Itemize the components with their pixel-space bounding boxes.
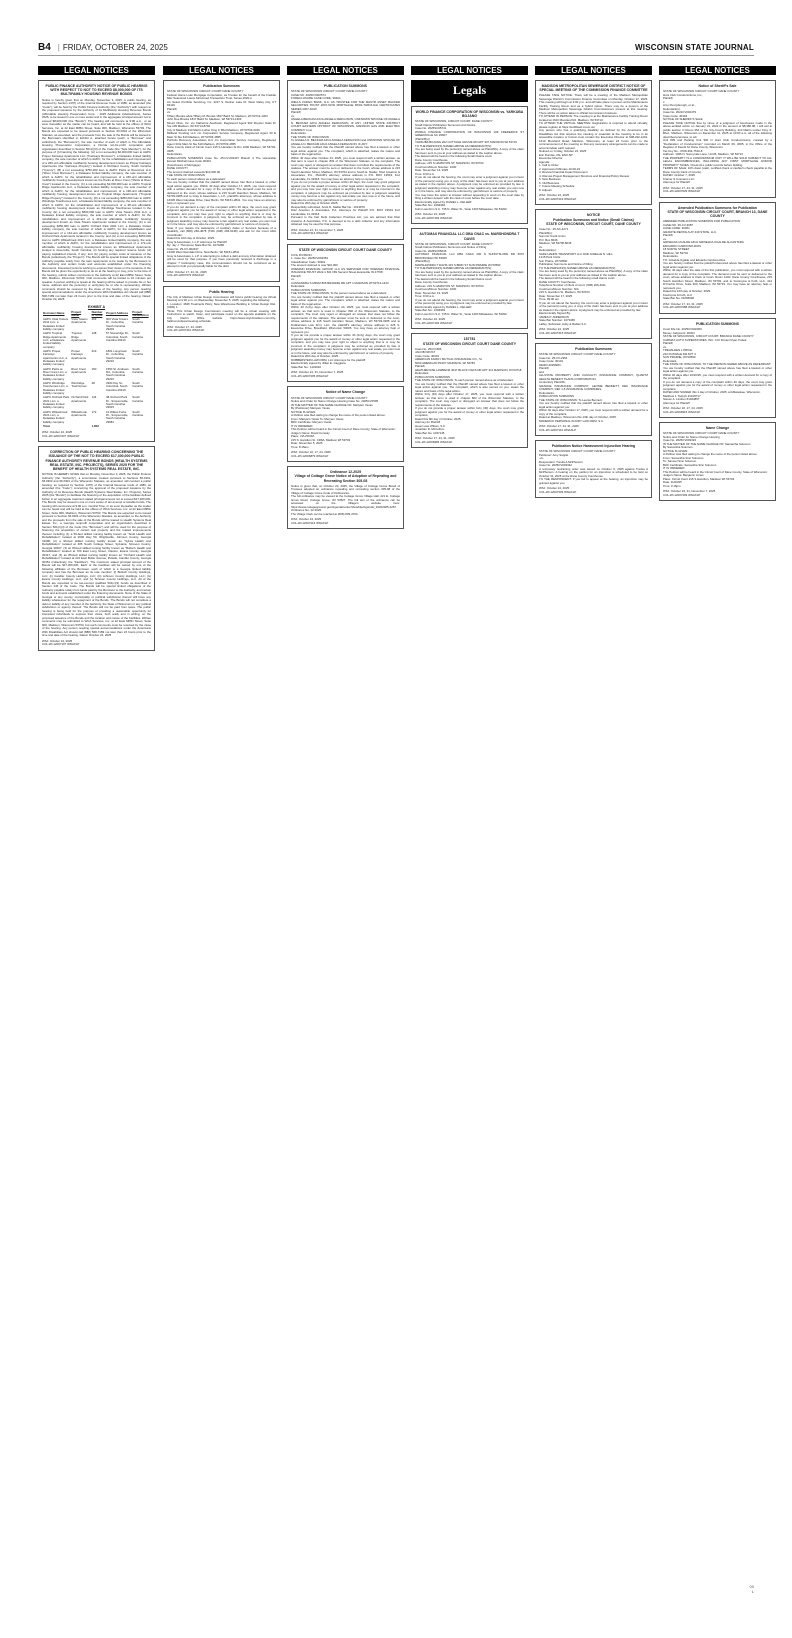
table-row [42, 332, 151, 350]
notice-column [287, 80, 404, 1578]
table-cell: South Carolina [132, 409, 143, 418]
notice-heading: Publication Notice Harassment Injunction Hearing [551, 444, 636, 449]
notice-heading: PUBLICATION SUMMONS [324, 84, 367, 88]
notice-column [411, 80, 528, 1578]
table-cell: 900 Vista Towers Dr., Columbia, South Carolina 29203 [105, 317, 128, 331]
table-row [42, 396, 151, 410]
table-cell: AHPC Orchard Park 2021 LLC, a Delaware limited liability company [43, 395, 70, 410]
page-code: 00 L [749, 1584, 754, 1594]
table-cell: Proper Fairways Apartments [71, 349, 87, 360]
table-cell: AHPC Proper Fairways Apartments LLC, a Delaware limited liability company [43, 349, 68, 367]
notice-column [659, 80, 776, 1578]
notice-column [535, 80, 652, 1578]
table-cell: Willowbrook Apartments [71, 409, 87, 418]
legal-notices-bar: LEGAL NOTICES [163, 66, 280, 75]
legal-notice [659, 318, 776, 418]
notice-body: Case No. 25CV1666 JACOB FROST Case Code: 30301 AMERICAN FAMILY MUTUAL INSURANCE CO., SI 6000 AMERICAN PKWY MADISON, WI 53783 Plaintiff, HEATHER RAE LAWRENZ 4047 BLACK OAKS DR APT 311 MADISON, WI 53718 Defendant. PUBLICATION SUMMONS THE STATE OF WISCONSIN, To each person named above as a Defendant: You are hereby notified that the Plaintiff named above has filed a lawsuit or other legal action against you. The complaint, which is also served on you, states the nature and basis of the legal action. Within forty (40) days after October 17, 2025, you must respond with a written answer, as that term is used in chapter 802 of the Wisconsin Statutes, to the complaint. The court may reject or disregard an Answer that does not follow the requirements of the statutes. If you do not provide a proper answer within forty (40) days, the court may grant judgment against you for the award of money or other legal action requested in the complaint. Dated this 9th day of October, 2025. Attorney for Plaintiff Heuer Law Offices, S.C. Jonathan D. McCollum State Bar No. 1037145 [415, 346, 524, 435]
notice-footer: WSJ: October 17, 24, 31, 2025 COL-WI-12007079 WNAXLP [167, 269, 207, 278]
legal-notice [163, 286, 280, 337]
notice-body: AMENDED PUBLICATION SUMMONS FOR PUBLICATION CASE NO. 25-CV-3087 CASE CODE: 30301 GRANITE RENTALS AT 449 STATE, LLC, Plaintiff, vs. GRISELDA UGALDE A/K/A GRISELDA UGALDE ALCANTARA EDUARDO CARDONO-RIOS 18 NORTH STREET Madison, WI 53704 Defendants. TO: Griselda Ugalde and Eduardo Cardono-Rios You are hereby notified that the plaintiff referenced above has filed a lawsuit or other legal action against you. Within 40 days after the date of the first publication, you must respond with a written demand for a copy of the complaint. The demand must be sent or delivered to the court, whose address is Clerk of Court, Room 1000, Dane County Courthouse, 215 South Hamilton Street, Madison, WI 53703, and to Kostroyna & Kolb, LLC, 414 D'Onofrio Drive, Suite 300, Madison, WI 53719. You may have an attorney help or represent you. Dated this 13th day of October, 2025. Kostroyna & Kolb, LLC State Bar No. 01065028 [663, 219, 772, 301]
legal-notice [287, 244, 404, 383]
notice-heading: Public Hearing [209, 289, 234, 294]
table-total-row [42, 425, 151, 429]
notice-footer: WSJ: October 24, 2025 COL-WI-12007193 WNAXLP [415, 212, 453, 220]
table-cell: South Carolina [132, 381, 143, 389]
table-header-cell: Number of Units [91, 309, 103, 318]
legal-notice [535, 440, 652, 498]
notice-heading: PUBLICATION SUMMONS [696, 321, 739, 326]
notice-footer: WSJ: October 17, 24, 31, 2025 COL-WI-12007029 WNAXLP [663, 185, 703, 194]
issue-date: FRIDAY, OCTOBER 24, 2025 [62, 43, 168, 52]
table-header-cell: Project Name [71, 309, 82, 318]
table-cell: 419 [91, 349, 97, 354]
notice-footer: WSJ: October 24, 2025 COL-WI-12007216 WNAXLP [291, 517, 329, 525]
masthead [38, 40, 754, 56]
notice-footer: WSJ: October 24, 31, November 7, 2025 COL-WI-12007209 WNAXLP [663, 489, 716, 497]
notice-body: STATE OF WISCONSIN CIRCUIT COURT DANE COUNTY Notice and Order for Name Change Hearing Case No. 2025CV2595 IN THE MATTER OF THE NAME CHANGE OF: Mariyam Yavas By (Petitioner) Mariyam Yavas NOTICE IS GIVEN: A Petition was filed asking to change the name of the person listed above: From: Mariyam Yavas To: Meryem Yavas Birth Certificate: Meryem Yavas IT IS ORDERED: This Petition will be heard in the Circuit Court of Dane County, State of Wisconsin: Judge's Name: David Conway Place: VIA ZOOM 215 S. Hamilton St. CR6A, Madison WI 53703 Date: November 5, 2025 Time: 8:15am [291, 395, 396, 449]
newspaper-name: WISCONSIN STATE JOURNAL [635, 43, 754, 52]
legal-notices-bar: LEGAL NOTICES [411, 66, 528, 75]
table-header-cell: Borrower Name [43, 311, 65, 316]
table-cell: 10 Willow Forks Dr., Simpsonville, South Carolina 29681 [105, 409, 129, 424]
table-cell: Windridge Townhomes [71, 381, 87, 389]
notice-footer: WSJ: October 24, 2025 COL-WI-12007197 WNAXLP [42, 638, 80, 647]
legal-notice [287, 80, 404, 240]
table-row [42, 367, 151, 381]
notice-heading: Notice of Name Change [325, 390, 366, 395]
table-row [42, 382, 151, 396]
legal-notice [535, 343, 652, 436]
table-cell: Orchard Park Apartments [71, 395, 89, 403]
notice-body: Case No.: 25-SC-4271 Plaintiff(s): Summit Credit Union P.O. Box 8046 Madison, WI 53708-8046 vs. Defendant(s): SAFE HANDS TRANSPORT LLC AND JANELLE N. HILL 1215 Park Circle Sun Prairie, WI 53590 Publication Summons and Notice of Filing TO THE PERSON(S) NAMED ABOVE AS DEFENDANT(S): You are being sued by the person(s) named above as Plaintiff(s). A copy of the claim has been sent to you at your address as stated in the caption above. The lawsuit will be heard in the following small claims court: DANE COUNTY Courthouse Telephone Number of Clerk of court: (608) 266-4311 Courtroom/Room Number: N/A 215 S. Hamilton St. Madison, WI 53703 Date: November 17, 2025 Time: 09:00 am If you do not attend the hearing, the court may enter a judgment against you in favor of the person(s) suing you. A copy of the claim has been sent to you at your address as stated in the caption above. A judgment may be enforced as provided by law. Electronically Signed By: JAMES P. ANDERSON State Bar Number: 1073465 Laffey, Sebranek, Auby & Rabas S.C. [539, 227, 648, 326]
notice-body: Notice is hereby given that on Monday, November 3, 2025, a public hearing, as required by Section 147(f) of the Internal Revenue Code of 1986, as amended (the "Code"), will be held by the Public Finance Authority (the "Authority") with respect to the proposed issuance by the Authority of its Multifamily Housing Revenue Bonds (Affordable Housing Preservation Corp. - 2025 Additional Indebtedness), Series 2025, to be issued in one or more series and in the aggregate principal amount not to exceed $8,000,000 (the "Bonds"). The hearing will commence at 9:00 a.m., or as soon thereafter as the matter can be heard, and will be held at the offices of WCA Services, Inc. at 22 East Mifflin Street, Suite 900, Madison, Wisconsin 53703. The Bonds are expected to be issued pursuant to Section 66.0304 of the Wisconsin Statutes, as amended, and the proceeds from the sale of the Bonds will be loaned to the Borrowers identified in Exhibit A, attached hereto (each, a "Borrower" and collectively, the "Borrowers"), the sole member of each of which is The Affordable Housing Preservation Corporation, a Florida not-for-profit corporation and organization described in Section 501(c)(3) of the Code (the "Sole Member"), for the purpose of (i) financing the following: (A) a not exceeding $2,000,000 loan to AHPC Proper Fairways Apartments LLC ("Fairways Borrower"), a Delaware limited liability company, the sole member of which is AHPC, for the rehabilitation and improvement of a 263-unit affordable multifamily housing development known as Proper Fairways Apartments (the "Fairways Property") located in Richland County, South Carolina ("County"); (B) a not exceeding $750,000 loan to AHPC Parks at Rivercrest LLC ("River Crest Borrower"), a Delaware limited liability company, the sole member of which is AHPC, for the rehabilitation and improvement of a 150-unit affordable multifamily housing development known as the Parks at River Crest ("Parks at River Crest") located in the County; (C) a not exceeding $2,000,000 loan to AHPC Tropical Ridge Apartments LLC, a Delaware limited liability company, the sole member of which is AHPC, for the rehabilitation and improvement of a 138-unit affordable multifamily housing development known as Tropical Ridge Apartments ("Tropical Ridge Property") located in the County; (D) a not exceeding $250,000 loan to AHPC Windridge Townhomes LLC, a Delaware limited liability company, the sole member of which is AHPC, for the rehabilitation and improvement of a 48-unit affordable multifamily housing development known as Windridge Townhomes located in the County; (E) a not exceeding $500,000 loan to AHPC Vista Towers 2011 LLC, a Delaware limited liability company, the sole member of which is AHPC, for the rehabilitation and improvement of a 419-unit affordable multifamily housing development known as Vista Towers Apartments located in the County; (F) a not exceeding $250,000 loan to AHPC Orchard Park 2021 LLC, a Delaware limited liability company, the sole member of which is AHPC, for the rehabilitation and improvement of a 144-unit affordable multifamily housing development known as Orchard Park Apartments located in the County; and (G) a not exceeding $250,000 loan to AHPC Willowbrook 2021 LLC, a Delaware limited liability company, the sole member of which is AHPC, for the rehabilitation and improvement of a 172-unit affordable multifamily housing development known as Willowbrook Apartments located in Greenville, South Carolina; (ii) funding any required reserve funds; (iii) paying capitalized interest, if any; and (iv) paying certain costs of issuance of the Bonds (collectively, the "Project"). The Bonds will be special limited obligations of the Authority payable solely from the loan repayments to be made by the Borrowers to the Authority and certain funds and accounts established under the financing documents. Interested persons wishing to express their views on the issuance of the Bonds will be given the opportunity to do so at the hearing or may, prior to the time of the hearing, submit written comments to the Authority at 22 East Mifflin Street, Suite 900, Madison, Wisconsin 53703. Oral comments will be limited to 10 minutes per speaker. A person wishing to speak at the hearing will be asked to provide his or her name, address and the person(s) or entity(ies) he or she is representing. Written comments should be received by the close of the hearing. Any person needing special accommodations under the Americans With Disabilities Act should call (888) 508-7189 not later than 24 hours prior to the time and date of the hearing. Dated: October 20, 2025 [42, 97, 152, 302]
notice-footer: WSJ: October 17, 24, 31, 2025 COL-WI-12006996 WNAXLP [415, 436, 455, 444]
table-cell: 144 [91, 395, 97, 400]
notice-body: Court File No. 2025CV002360 Money Judgment: 30301 STATE OF WISCONSIN, CIRCUIT COURT, BRANCH DANE COUNTY CARMAX AUTO SUPERSTORES, INC. C/O Kirsten Ryan Tisbek Plaintiff, vs. TREVALDEN L PRICE 222 FOXDALE DR APT 4 SUN PRAIRIE, WI 53590 Defendant. THE STATE OF WISCONSIN, TO THE PERSON NAMED ABOVE AS DEFENDANT: You are hereby notified that the Plaintiff named above has filed a lawsuit or other legal action against you. Within 40 days after 10/10/25, you must respond with a written demand for a copy of the complaint. If you do not demand a copy of the complaint within 40 days, the court may grant judgment against you for the award of money or other legal action requested in the complaint. DATED AND SIGNED this 1 day of October, 2025, at Milwaukee, Wisconsin. Matthew J. Tadych #1018717 Steven A. Lindner #1024857 Attorneys for Plaintiff [663, 327, 772, 405]
notice-heading: Publication Summons [203, 84, 240, 88]
table-cell: AHPC Parks at River Crest LLC, a Delaware limited liability company [43, 366, 67, 381]
table-cell: Vista Towers Apartments [71, 317, 88, 325]
notice-footer: WSJ: October 24, 2025 COL-WI-12007219 WNAXLP [539, 193, 577, 201]
notice-footer: WSJ: October 24, 2025 COL-WI-12007207 WNAXLP [42, 430, 80, 438]
page-number: B4 [38, 42, 51, 53]
legal-notice [287, 386, 404, 462]
notice-body: STATE OF WISCONSIN CIRCUIT COURT DANE COUNTY Petitioner: Amy Supple -vs- Respondent: Treska A McPherson Case No. 2025CV003342 A temporary restraining order was issued on October 9, 2025 against Treska A McPherson. A hearing on the petition for an injunction is scheduled to be held on October 31, 2025 at the Dane County Courthouse. TO THE RESPONDENT: If you fail to appear at the hearing, an injunction may be granted against you. [539, 449, 648, 485]
table-cell: 1801 Longcreek Dr., Columbia, South Carolina 29210 [105, 349, 127, 363]
total-value: 1,802 [91, 424, 99, 429]
notice-footer: WSJ: October 24, 31, November 7, 2025 COL-WI-12007205 WNAXLP [291, 370, 344, 378]
table-cell: 48 Orchard Park Dr., Simpsonville, South Carolina 29615 [105, 395, 129, 410]
legal-notices-bar: LEGAL NOTICES [38, 66, 155, 75]
table-cell: AHPC Tropical Ridge Apartments LLC, a Delaware limited liability company [43, 331, 66, 349]
notice-footer: WSJ: October 10, 17, 24, 2025 COL-WI-12006915 WNAXLP [663, 406, 703, 414]
table-cell: South Carolina [132, 317, 143, 325]
notice-heading: STATE OF WISCONSIN CIRCUIT COURT DANE COUNTY [298, 247, 393, 252]
notice-body: STATE OF WISCONSIN CIRCUIT COURT DANE COUNTY Federal Home Loan Mortgage Corporation, as Trustee for the benefit of the Freddie Mac Seasoned Loans Structured Transaction Trust, Series 2020-2 c/o Select Portfolio Servicing, Inc. 3217 S. Decker Lake Dr. West Valley City, UT 84119 Plaintiff, vs. Tiffany Brooks a/k/a Tiffany M. Brooks 1817 Baird St. Madison, WI 53713-1303 John Doe Brooks 1817 Baird St. Madison, WI 53713-1303 Mount Olive, Inc. c/o Katherine Auerback, Registered Agent 902 Royster Oaks Dr Ste 105 Madison, WI 53714-8702 City of Madison 210 Martin Luther King Jr Blvd Madison, WI 53703-3346 Midland Funding LLC c/o Corporation Service Company, Registered Agent 33 E Main St Ste 610 Madison, WI 53703-4655 Portfolio Recovery Associates LLC c/o Corporation Service Company, Registered Agent 33 E Main St Ste 610 Madison, WI 53703-4655 Dane County Clerk of Circuit Court 215 S Hamilton St Rm 1000 Madison, WI 53703-3285 Defendants. PUBLICATION SUMMONS Case No. 25-CV-002437 Branch 4 The Honorable Everett Mitchell Case Code 30404 (Foreclosure of Mortgage) DANE COUNTY The amount claimed exceeds $10,000.00 THE STATE OF WISCONSIN To each person named above as a defendant: You are hereby notified that the plaintiff named above has filed a lawsuit or other legal action against you. Within 40 days after October 17, 2025, you must respond with a written demand for a copy of the complaint. The demand must be sent or delivered to the court, whose address is 215 South Hamilton Street, Madison, WI 53703-3285 and to Gray & Associates, L.L.P., plaintiff's attorneys, whose address is 16345 West Glendale Drive, New Berlin, WI 53151-2841. You may have an attorney help or represent you. If you do not demand a copy of the complaint within 40 days, the court may grant judgment against you for the award of money or other legal action requested in the complaint, and you may lose your right to object to anything that is or may be incorrect in the complaint. A judgment may be enforced as provided by law. A judgment awarding money may become a lien against any real estate you own now or in the future, and may also be enforced by garnishment or seizure of property. Note: If you require the assistance of Auxiliary Aides or Services because of a disability, call (608) 266-4678 (TDD (608) 266-9138) and ask for the Court ADA Coordinator. Dated this 10th day of October, 2025. Gray & Associates, L.L.P. Attorneys for Plaintiff By: Jay J. Thompson State Bar No. 1070280 Case No. 25-CV-002437 16345 West Glendale Drive, New Berlin, WI 53151-2841 Gray & Associates, L.L.P. is attempting to collect a debt and any information obtained will be used for that purpose. If you have previously received a discharge in a chapter 7 bankruptcy case, this communication should not be construed as an attempt to hold you personally liable for the debt. [167, 89, 276, 269]
legal-notice [659, 202, 776, 314]
legal-notice [535, 80, 652, 205]
notice-heading: Ordinance 12-2025 Village of Cottage Grove Notice of Adoption of Repealing and Recreating Section 305-08 [294, 470, 397, 483]
separator: | [57, 43, 60, 52]
exhibit-table [42, 311, 151, 429]
legal-notice [411, 106, 528, 224]
notice-body: Notice is given that, on October 20, 2025, the Village of Cottage Grove Board of Trustees adopted an ordinance repealing and recreating section 305-08 of the Village of Cottage Grove Code of Ordinances. The full ordinance may be viewed at the Cottage Grove Village Hall, 221 E. Cottage Grove Road, Cottage Grove, WI 53527. The full text of the ordinance can be accessed on the Village's website here: https://www.cottagegrovewi.gov/AgendaCenter/ViewFile/Agenda/_10202025-2257 Ordinance No. 12-2025. The Village Clerk can be reached at (608) 839-4704. [291, 483, 400, 516]
table-cell: South Carolina [132, 395, 143, 403]
table-cell: 3300 Kay St., Columbia, South Carolina 29210 [105, 381, 128, 392]
notice-footer: WSJ: October 10, 17, 24, 2025 COL-WI-12006879 WNAXLP [291, 450, 331, 458]
notice-body: STATE OF WISCONSIN, CIRCUIT COURT, DANE COUNTY Small Claims Publication Summons and Notice of Filing Case No. 2025SC05646 AUTOMAX FINANCIAL LLC DBA CNAC 200 N SUNNYSLOPE RD #370 BROOKFIELD WI 53005 (Plaintiff(s)) MARSHONDRA T DAVIS 415 S BIRD ST SUN PRAIRIE WI 53590 TO THE PERSON(S) NAMED ABOVE AS DEFENDANT(S): You are being sued by the person(s) named above as Plaintiff(s). A copy of the claim has been sent to you at your address as stated in the caption above. The lawsuit will be heard in the following Small Claims court: Dane County Courthouse Address: 215 S HAMILTON ST, MADISON, WI 53703 Courtroom/Room Number: 1000 Date: November 13, 2025 Time: 9:00 a.m. If you do not attend the hearing, the court may enter a judgment against you in favor of the person(s) suing you. A judgment may be enforced as provided by law. Electronically signed by DANIEL L. KELLER State Bar No.: 1094981 Kohn Law Firm S.C. 735 N. Water St., Suite 1300 Milwaukee, WI 53202 [415, 241, 524, 316]
table-cell: 263 [91, 317, 97, 321]
table-cell: 48 [91, 381, 95, 386]
notice-column [163, 80, 280, 1578]
legal-notice [659, 422, 776, 501]
legal-notice [535, 209, 652, 339]
notice-heading: Publication Summons [575, 347, 612, 352]
legal-notice [411, 228, 528, 329]
notice-heading: PUBLIC FINANCE AUTHORITY NOTICE OF PUBLIC HEARING WITH RESPECT TO NOT TO EXCEED $8,000,000 OF ITS MULTIFAMILY HOUSING REVENUE BONDS [45, 84, 149, 97]
exhibit-title: EXHIBIT A [87, 304, 106, 309]
notice-body: STATE OF WISCONSIN CIRCUIT COURT DANE COUNTY CASE NO. 2025CV002574 FORECLOSURE CASE CODE: 30404 WELLS FARGO BANK, N.A. AS TRUSTEE FOR THE MASTR ASSET BACKED SECURITIES TRUST 2007-NCW MORTGAGE PASS-THROUGH CERTIFICATES SERIES 2007-NCW Plaintiff, vs. ANGELA BECKAM A/K/A ANGELA FERGUSON, UNKNOWN SPOUSE OF ANGELA N. BECKAM A/K/A ANGELA FERGUSON, IF ANY, UNITED STATE DISTRICT COURT EASTERN DISTRICT OF WISCONSIN, MADISON GAS AND ELECTRIC COMPANY et al. Defendants. THE STATE OF WISCONSIN To ANGELA N. BECKAM A/K/A ANGELA FERGUSON and UNKNOWN SPOUSE OF ANGELA N. BECKAM A/K/A ANGELA FERGUSON, IF ANY: You are hereby notified that the Plaintiff named above has filed a lawsuit or other legal action against you. The complaint, which is attached, states the nature and basis of the legal action. Within 40 days after October 24, 2025, you must respond with a written answer, as that term is used in chapter 802 of the Wisconsin Statutes, to the complaint. The court may reject or disregard an answer that does not follow the requirements of the statutes. The answer must be sent or delivered to the Court, whose address is 215 South Hamilton Street, Madison, WI 53703 and to South E. Nadler, Diaz Anselmo & Associates, P.A., Plaintiff's attorney, whose address is P.O. BOX 19519, Fort Lauderdale, FL 33318. You may have an attorney help or represent you. If you do not provide a proper answer within 40 days, the court may grant judgment against you for the award of money or other legal action requested in the complaint, and you may lose your right to object to anything that is or may be incorrect in the complaint. A judgment may be enforced as provided by law. A judgment awarding money may become a lien against any real estate you own now or in the future, and may also be enforced by garnishment or seizure of property. Dated this 20th day of October 2025. Respectfully submitted, Scott D. Nadler Bar No.: 1013979 Diaz Anselmo & Associates, P.A. Attorneys for Plaintiff P.O. BOX 19519 Fort Lauderdale, FL 33318 Pursuant to the Fair Debt Collection Practices Act, you are advised that Diaz Anselmo & Associates, P.A. is deemed to be a debt collector and any information obtained may be used for that purpose. [291, 89, 400, 227]
notice-heading: WORLD FINANCE CORPORATION OF WISCONSIN vs. YARKUBA BOJANG [415, 110, 525, 119]
table-cell: South Carolina [132, 366, 143, 375]
table-cell: Tropical Ridge Apartments [71, 331, 87, 342]
legal-notice [38, 80, 155, 442]
notice-body: The City of Madison Urban Design Commission will hold a public hearing via Virtual Meeting at 4:30 p.m. on Wednesday, November 5, 2025, regarding the following: 1. Location: 4846 Treeline/Is Pkwy; New Warehouse Building in Urban Design Dist. (UDD) 1 *Note: This Urban Design Commission meeting will be a virtual meeting with instructions to watch, listen, and participate noted on the agenda available on the City Clerk's Office website https://www.cityofmadison.com/city-hall/committees/meeting-schedule [167, 294, 276, 324]
notice-heading: NOTICE Publication Summons and Notice (Small Claims) STATE OF WISCONSIN, CIRCUIT COURT, DANE COUNTY [546, 213, 641, 226]
legal-notice [287, 466, 404, 529]
table-cell: 172 [91, 409, 97, 414]
notice-heading: Notice of Sheriff's Sale [698, 84, 737, 88]
table-cell: AHPC Windridge Townhomes LLC, a Delaware limited liability company [43, 381, 68, 395]
legal-notice [659, 80, 776, 198]
notice-footer: WSJ: October 24, 2025 COL-WI-12007209 WNAXLP [539, 486, 577, 494]
table-row [42, 349, 151, 367]
table-header-cell: Project Address [105, 311, 129, 316]
notice-body: STATE OF WISCONSIN, CIRCUIT COURT, DANE COUNTY Small Claims Publication Summons And Notice Case No. 2025SC05741 WORLD FINANCE CORPORATION OF WISCONSIN 108 FREDERICK ST GREENVILLE SC 29607 (Plaintiff(s)) YARKUBA BOJANG 202 COTTAGE GROVE RD APT 307 MADISON WI 53716 TO THE PERSON(S) NAMED ABOVE AS DEFENDANT(S): You are being sued by the person(s) named above as Plaintiff(s). A copy of the claim has been sent to you at your address as stated in the caption above. The lawsuit will be heard in the following Small Claims court: Dane County Courthouse Address: 215 S HAMILTON ST, MADISON, WI 53703 Courtroom/Room Number: 1000 Date: November 13, 2025 Time: 9:00 a.m. If you do not attend the hearing, the court may enter a judgment against you in favor of the person(s) suing you. A copy of the claim has been sent to you at your address as stated in the caption above. A judgment may be enforced as provided by law. A judgment awarding money may become a lien against any real estate you own now or in the future, and may also be enforced by garnishment or seizure of property. You may have the option to Answer without appearing in court on the court date by filing a written Answer with the clerk of court before the court date. Electronically signed by DANIEL L. KELLER State Bar No.: 1094981 Kohn Law Firm S.C. 735 N. Water St., Suite 1300 Milwaukee, WI 53202 [415, 119, 524, 211]
table-cell: River Crest Apartments [71, 366, 87, 375]
notice-body: CIVIL DIVISION 1. Case No.: 2025CV003353 Classification Code: 30301 The amount claimed is over $10,000 ONEMAIN FINANCIAL GROUP, LLC AS SERVICER FOR ONEMAIN FINANCIAL ISSUANCE TRUST 2022-1 601 NW Second Street Evansville IN 47708 Plaintiff, vs. CASSANDRA S MROZ 806 BRANDIE RD APT 1 MADISON WI 53714-1443 Defendant. PUBLICATION SUMMONS THE STATE OF WISCONSIN, To the person named above as a defendant: You are hereby notified that the plaintiff named above has filed a lawsuit or other legal action against you. The complaint, which is attached, states the nature and basis of the legal action. Within 40 (forty) days after October 24, 2025, you must respond with a written answer, as that term is used in Chapter 802 of the Wisconsin Statutes, to the complaint. The court may reject or disregard an answer that does not follow the requirements of the statutes. The answer must be sent or delivered to the court, whose address is 215 South Hamilton Street, Madison, WI 53703-3285 and to Dobberstein Law Firm, LLC, the plaintiff's attorney, whose address is 225 S. Executive Drive, Brookfield, Wisconsin 53005. You may have an attorney help or represent you. If you do not provide a proper answer within 40 (forty) days, the court may grant judgment against you for the award of money or other legal action requested in the complaint, and you may lose your right to object to anything that is or may be incorrect in the complaint. A judgment may be enforced as provided by law. A judgment awarding money may become a lien against any real estate you own now or in the future, and may also be enforced by garnishment or seizure of property. Dated this 20th day of October, 2025. DOBBERSTEIN LAW FIRM, LLC Attorneys for the plaintiff Electronically signed by Jillian E. Caggiano State Bar No.: 1101032 [291, 252, 400, 369]
table-cell: 1550 St. Andrews Rd., Columbia, South Carolina 29210 [105, 366, 129, 381]
legals-banner: Legals [411, 80, 528, 102]
notice-footer: WSJ: October 17, 24, 31, 2025 COL-WI-12007088 WNAXLP [663, 301, 703, 310]
notice-column [38, 80, 155, 1578]
notice-footer: WSJ: October 17, 24, 2025 COL-WI-12007210 WNAXLP [167, 324, 205, 333]
legal-notices-bar: LEGAL NOTICES [659, 66, 776, 75]
legal-notices-bar: LEGAL NOTICES [535, 66, 652, 75]
notice-body: STATE OF WISCONSIN CIRCUIT COURT DANE COUNTY Case No. 25-CV-2354 Case Code: 30101 HEIDI HOWARD, Plaintiff, and ALLSTATE PROPERTY AND CASUALTY INSURANCE COMPANY, QUARTZ HEALTH BENEFIT PLANS CORPORATION, Involuntary Plaintiffs, GRANGE INSURANCE COMPANY, LEONIE BENNETT, DEF INSURANCE COMPANY, DEF 1-5 INSURANCE COMPANIES, Defendants. PUBLICATION SUMMONS THE STATE OF WISCONSIN: To Leonie Bennett: You are hereby notified that the plaintiff named above has filed a lawsuit or other legal action against you. Within 40 days after October 17, 2025, you must respond with a written demand for a copy of the complaint. Dated at Madison, Wisconsin this 13th day of October, 2025. MADERICK PERSONAL INJURY LAW FIRM, S.C. [539, 352, 648, 423]
total-label: Total [43, 424, 50, 429]
table-row [42, 410, 151, 424]
table-cell: AHPC Willowbrook 2021 LLC, a Delaware limited liability company [43, 409, 68, 424]
notice-body: NOTICE IS HEREBY GIVEN that on Monday, November 3, 2025, the Public Finance Authority (the "Authority"), a commission created pursuant to Sections 66.0301, 66.0303 and 66.0304 of the Wisconsin Statutes, as amended, will conduct a public hearing, as required by Section 147(f) of the Internal Revenue Code of 1986, as amended (the "Code"), concerning the approval of the proposed issuance by the Authority of its Revenue Bonds (Health Systems Real Estate, Inc. Projects), Series 2025 (the "Bonds") to facilitate the financing of the acquisition of the facilities defined below, in an aggregate maximum stated principal amount not to exceed $17,300,000. The Bonds may be issued in one or more series of tax-exempt or taxable bonds. The hearing will commence at 9:00 a.m. Central Time, or as soon thereafter as the matter can be heard and will be held at the offices of WCA Services, Inc. at 22 East Mifflin Street, Suite 900, Madison, Wisconsin 53703. The Bonds are expected to be issued pursuant to Section 66.0304 of the Wisconsin Statutes, as amended, to the Authority and the proceeds from the sale of the Bonds will be loaned to Health Systems Real Estate, Inc., a Georgia nonprofit corporation and an organization described in Section 501(c)(3) of the Code (the "Borrower") and will be used for the purpose of financing the acquisition of certain real property and the related improvements thereon including (1) a 59-bed skilled nursing facility known as "Scott Health and Rehabilitation" located at 2600 Hwy 50, Wrightsville, Johnson County, Georgia 31096; (2) a 90-bed skilled nursing facility known as "Sylvia Health and Rehabilitation" located at 405 South College Street, Sylvania, Screven County, Georgia 30467; (3) an 80-bed skilled nursing facility known as "Bulloch Health and Rehabilitation" located at 700 East Long Street, Claxton, Evans County, Georgia 30417; and (4) an 85-bed skilled nursing facility known as "Orchard Health and Rehabilitation" located at 201 East Butler Avenue, Pulaski, Candler County, Georgia 30451 (collectively, the "Facilities"). The maximum stated principal amount of the Bonds will be $17,300,000. Each of the Facilities will be owned by one of the following affiliates of the Borrower, each of which is a Georgia limited liability company and has the Borrower as its sole member: (i) Bulloch County Holdings, LLC; (ii) Candler County Holdings, LLC; (iii) Johnson County Holdings, LLC; (iv) Evans County Holdings, LLC; and (v) Screven County Holdings, LLC. All of the Bonds are expected to be tax-exempt qualified 501(c)(3) bonds as described in Section 145 of the Code. The Bonds will be special limited obligations of the Authority payable solely from funds paid by the Borrower to the Authority, and certain funds and accounts established under the financing documents. None of the State of Georgia or any county, municipality or political subdivision thereof will have any liability whatsoever for the repayment of the Bonds. The Bonds will not constitute a debt or liability of any member of the Authority, the State of Wisconsin or any political subdivision or agency thereof. The Bonds will not be paid from taxes. The public hearing is being held for the purpose of providing a reasonable opportunity for interested individuals to express their views, both orally and in writing, on the proposed issuance of the Bonds and the location and nature of the Facilities. Written comments may be submitted to WCA Services, Inc. at 22 East Mifflin Street, Suite 900, Madison, Wisconsin 53703, but such comments must be received by the close of the hearing. Any person needing special accommodations under the Americans With Disabilities Act should call (888) 508-7189 not later than 24 hours prior to the time and date of the hearing. Dated: October 24, 2025 [42, 472, 152, 638]
table-cell: South Carolina [132, 349, 143, 357]
notice-heading: 187781 STATE OF WISCONSIN CIRCUIT COURT DANE COUNTY [422, 337, 517, 346]
legal-notice [163, 80, 280, 282]
table-cell: 57 Stoneridge Dr., Columbia, South Carolina 29210 [105, 331, 130, 342]
notice-heading: AUTOMAX FINANCIAL LLC DBA CNAC vs. MARSHONDRA T DAVIS [419, 232, 521, 241]
notice-footer: WSJ: October 24, 31, November 7, 2025 COL-WI-12007213 WNAXLP [291, 227, 344, 236]
legal-notices-bar: LEGAL NOTICES [287, 66, 404, 75]
spacer-cell [70, 425, 90, 429]
notice-body: STATE OF WISCONSIN CIRCUIT COURT DANE COUNTY Hunt Club Condominiums, Inc., Plaintiff, v. Amy Pennybrough, et al., Defendant(s). Case No. 2021CV002479 Case Code: 30404 NOTICE OF SHERIFF'S SALE PLEASE TAKE NOTICE that by virtue of a judgment of foreclosure made in the above-entitled action on January 31, 2022 in the amount of $8,380.98, I will sell at public auction in Room 354 of the City-County Building, 210 Martin Luther King Jr. Blvd., Madison, Wisconsin on December 11, 2025 at 10:00 a.m. all of the following described premises, to wit: Unit 809 and Parking Unit 960 in Hunt Club Condominiums, created by a "Declaration of Condominium" recorded on March 09, 2005, in the Office of the Register of Deeds for Dane County, Wisconsin. Tax Key No.: 0709-364-7510-8 Address: 1036 N. Sunnyvale Lane, Unit B, Madison, WI 53713 THE PROPERTY IS A CONDOMINIUM UNIT. IT WILL BE SOLD SUBJECT TO ALL LEGAL ENCUMBRANCES, INCLUDING ANY FIRST MORTGAGE AND/OR PROPERTY TAXES. Check ALL public records before bidding. TERMS OF SALE: 10% down (cash, certified check or cashier's check payable to the Dane County Clerk of Courts). DATED: October 7, 2025 Kramer & Cusmano LLC Attorneys for Plaintiff [663, 89, 772, 185]
notice-body: PLEASE TAKE NOTICE: There will be a meeting of the Madison Metropolitan Sewerage District's Commission Finance Committee on Monday, October 27, 2025. This meeting will begin at 3:00 p.m. and will take place in person at the Maintenance Facility Training Room and as a hybrid option. There may be a quorum of the Madison Metropolitan Sewerage District Commissioners present at this meeting. There will be no action taken in official Commission business. TO ATTEND IN PERSON: The meeting is at the Maintenance Facility Training Room located at 1610 Moorland Rd. Madison, WI 53713. TO ATTEND THE VIRTUAL MEETING: Registration is required to attend virtually; please register at https://us06web.zoom.us/ Any person who has a qualifying disability as defined by the Americans with Disabilities Act that requires the meeting or materials at the meeting to be in an accessible location or format must contact the Executive Director at 608-222-1201, 1610 Moorland Road, Madison, Wisconsin, at least 24 hours prior to the commencement of the meeting so that any necessary arrangements can be made to accommodate each request. Noticed on: Friday, October 24, 2025 Eric Dundee, PE, ENV-SP Executive Director Agenda: 1. Call to Order 2. Approval of Minutes 10-06-23 3. Review Financial Impact Document 4. Discuss Project Management Structure and Financial Policy Review 5. New Business 6. Old Business 7. Future Meeting Schedule 8. Adjourn [539, 93, 648, 192]
table-cell: South Carolina [132, 331, 143, 339]
table-header-cell: Project Jurisdiction [132, 309, 149, 318]
notice-body: STATE OF WISCONSIN CIRCUIT COURT DANE COUNTY Notice and Order for Name Change Hearing Case No. 2025CV003323 IN THE MATTER OF THE NAME CHANGE OF: Samantha Solomon By Samantha Solomon NOTICE IS GIVEN: A Petition was filed asking to change the name of the person listed above: From: Samantha Sinn Solomon To: Samuel Sinn Solomon Birth Certificate: Samantha Sinn Solomon IT IS ORDERED: This Petition will be heard in the Circuit Court of Dane County, State of Wisconsin: Judge's Name: Benjamin Jones Place: Circuit Court 215 S Hamilton, Madison WI 53703 Date: 11/20/25 Time: 3:15pm [663, 431, 768, 488]
notice-heading: Name Change [705, 426, 730, 431]
notice-heading: MADISON METROPOLITAN SEWERAGE DISTRICT NOTICE OF SPECIAL MEETING OF THE COMMISSION FINANCE COMMITTEE [539, 84, 648, 93]
notice-heading: CORRECTION OF PUBLIC HEARING CONCERNING THE ISSUANCE OF THE NOT TO EXCEED $17,300,000 PUBLIC FINANCE AUTHORITY REVENUE BONDS (HEALTH SYSTEMS REAL ESTATE, INC. PROJECTS), SERIES 2025 FOR THE BENEFIT OF HEALTH SYSTEMS REAL ESTATE, INC. [45, 450, 149, 471]
table-cell: 150 [91, 366, 97, 371]
table-cell: 138 [91, 331, 97, 336]
notice-footer: WSJ: October 24, 2025 COL-WI-12007215 WNAXLP [539, 327, 577, 335]
notice-footer: WSJ: October 24, 2025 COL-WI-12007192 WNAXLP [415, 317, 453, 325]
legal-notice [411, 333, 528, 448]
notice-heading: Amended Publication Summons for Publication STATE OF WISCONSIN CIRCUIT COURT, BRANCH 13, DANE COUNTY [667, 205, 768, 219]
table-cell: AHPC Vista Towers 2011 LLC, a Delaware limited liability company [43, 317, 69, 331]
legal-notice [38, 446, 155, 651]
notice-footer: WSJ: October 17, 24, 31, 2025 COL-WI-12007112 WNAXLP [539, 424, 579, 432]
table-row [42, 317, 151, 331]
